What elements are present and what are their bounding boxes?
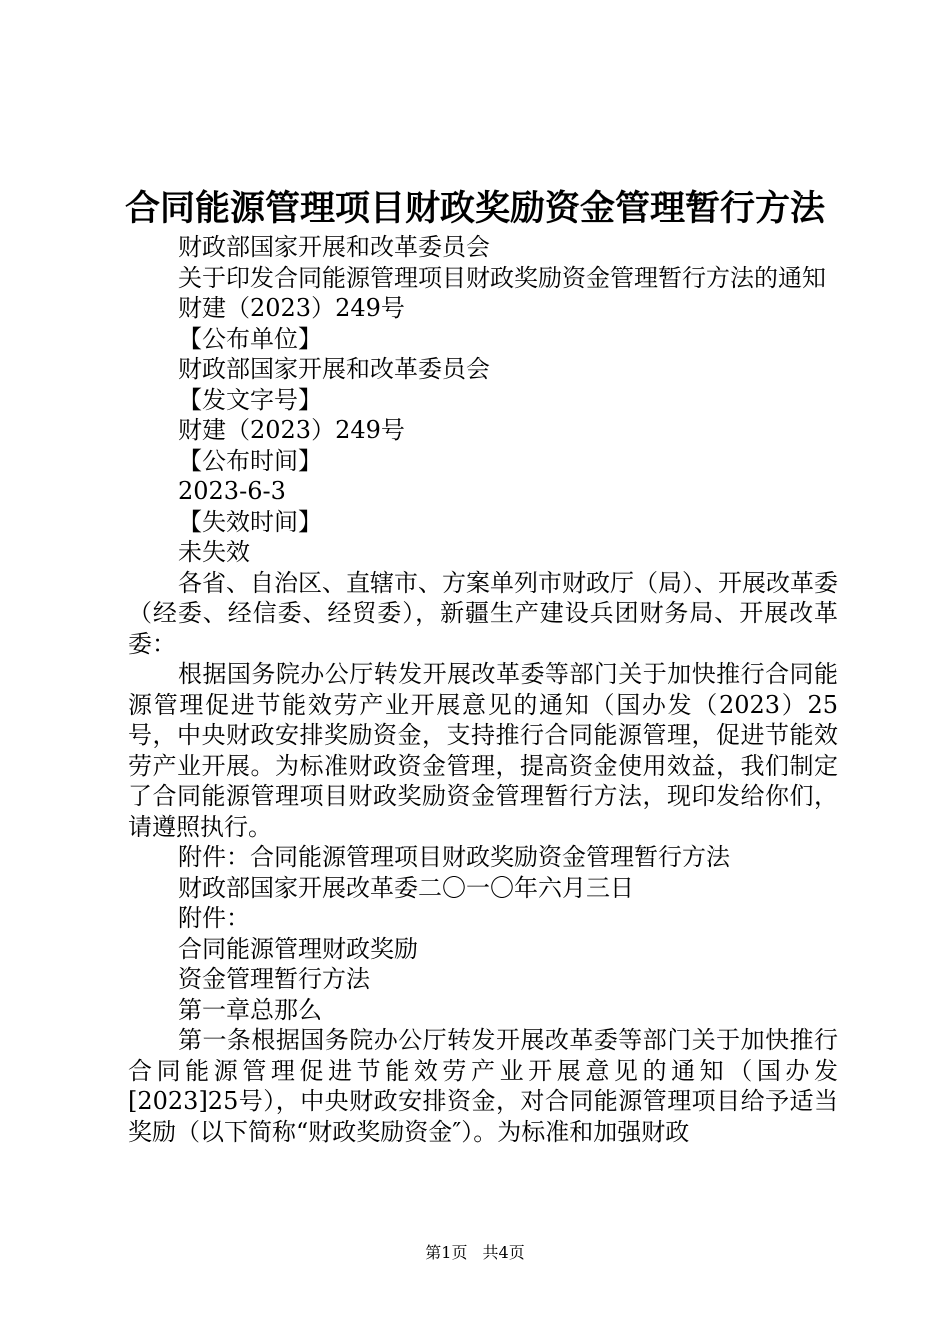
paragraph: 财政部国家开展和改革委员会 <box>178 355 490 383</box>
page-footer <box>0 1242 950 1264</box>
paragraph: 未失效 <box>178 538 250 566</box>
paragraph: 第一条根据国务院办公厅转发开展改革委等部门关于加快推行合同能源管理促进节能效劳产业开展意见的通知（国办发[2023]25号），中央财政安排资金，对合同能源管理项目给予适当奖励（以下简称“财政奖励资金″）。为标准和加强财政 <box>128 1026 838 1146</box>
paragraph: 【公布单位】 <box>178 324 322 353</box>
paragraph: 【发文字号】 <box>178 385 322 414</box>
paragraph: 附件： <box>178 904 250 932</box>
paragraph: 关于印发合同能源管理项目财政奖励资金管理暂行方法的通知 <box>178 263 826 292</box>
paragraph: 合同能源管理财政奖励 <box>178 934 418 963</box>
paragraph: 【失效时间】 <box>178 507 322 536</box>
paragraph: 根据国务院办公厅转发开展改革委等部门关于加快推行合同能源管理促进节能效劳产业开展意见的通知（国办发（2023）25号，中央财政安排奖励资金，支持推行合同能源管理，促进节能效劳产业开展。为标准财政资金管理，提高资金使用效益，我们制定了合同能源管理项目财政奖励资金管理暂行方法，现印发给你们，请遵照执行。 <box>128 660 838 841</box>
paragraph: 2023-6-3 <box>178 477 286 505</box>
paragraph: 附件：合同能源管理项目财政奖励资金管理暂行方法 <box>178 843 730 871</box>
paragraph: 第一章总那么 <box>178 995 322 1024</box>
paragraph: 财建（2023）249号 <box>178 294 405 322</box>
paragraph: 资金管理暂行方法 <box>178 965 370 993</box>
paragraph: 财建（2023）249号 <box>178 416 405 444</box>
paragraph: 【公布时间】 <box>178 446 322 475</box>
paragraph: 财政部国家开展和改革委员会 <box>178 233 490 261</box>
page-total: 共4页 <box>482 1243 525 1262</box>
document-title: 合同能源管理项目财政奖励资金管理暂行方法 <box>124 189 825 229</box>
document-body <box>128 232 838 1147</box>
paragraph: 财政部国家开展改革委二〇一〇年六月三日 <box>178 873 634 902</box>
paragraph: 各省、自治区、直辖市、方案单列市财政厅（局）、开展改革委（经委、经信委、经贸委），新疆生产建设兵团财务局、开展改革委： <box>128 568 838 658</box>
page-number: 第1页 <box>425 1243 468 1262</box>
